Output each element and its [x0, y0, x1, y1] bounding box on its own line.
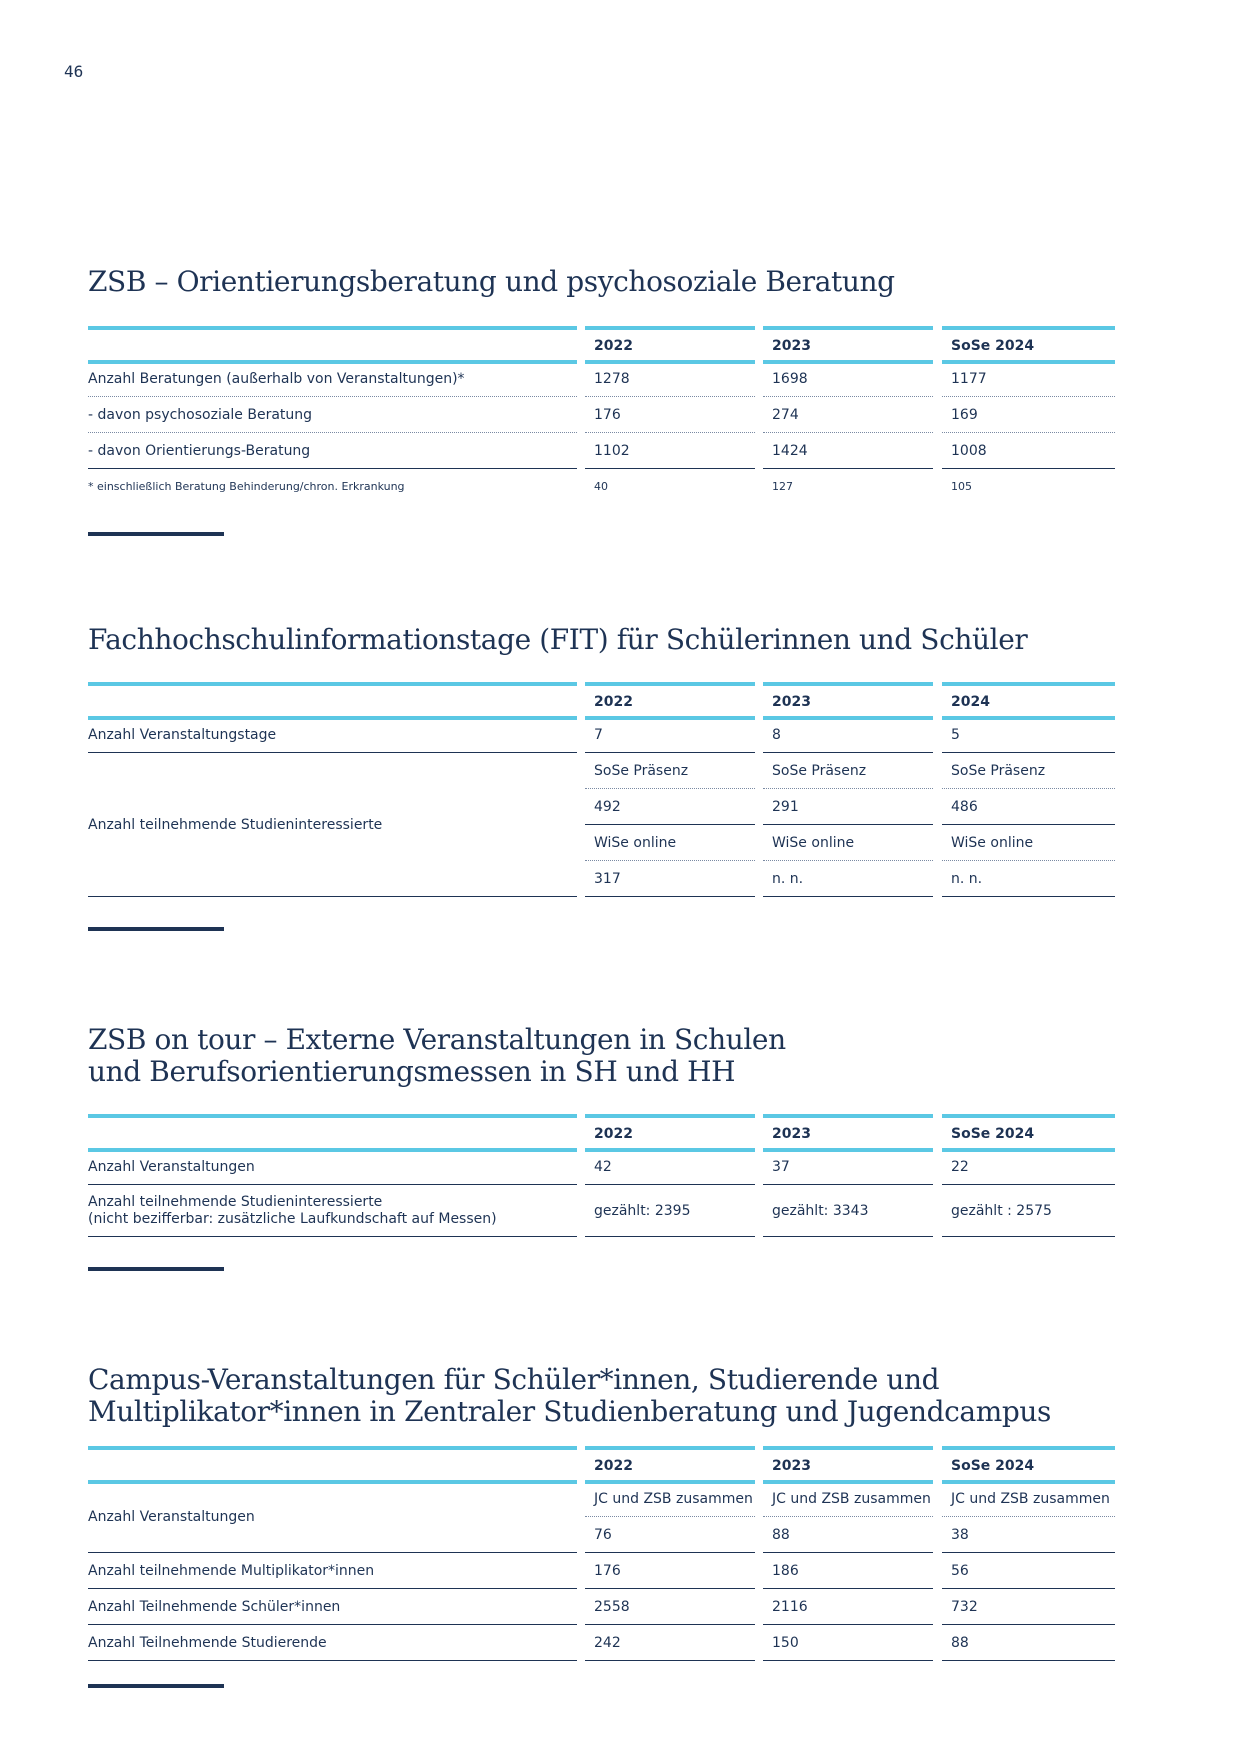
table-row — [88, 1186, 1115, 1238]
value-cell: 1278 — [585, 362, 755, 397]
table-header-row — [88, 326, 1115, 362]
sub-row — [88, 754, 1115, 790]
table-fit — [88, 682, 1115, 898]
value-cell: 76 — [585, 1518, 755, 1553]
row-label: - davon Orientierungs-Beratung — [88, 434, 577, 469]
value-cell: 486 — [942, 790, 1115, 825]
section-title: ZSB – Orientierungsberatung und psychosoziale Beratung — [88, 265, 895, 298]
section-title-block — [88, 1364, 1115, 1428]
value-cell: SoSe Präsenz — [763, 754, 933, 789]
table-row — [88, 1554, 1115, 1590]
table-on-tour — [88, 1114, 1115, 1238]
value-cell: 1424 — [763, 434, 933, 469]
header-cell: 2022 — [585, 1114, 755, 1152]
value-cell: 22 — [942, 1150, 1115, 1185]
section-divider — [88, 1267, 224, 1271]
sub-row — [88, 862, 1115, 898]
row-label: Anzahl Veranstaltungen — [88, 1482, 577, 1553]
sub-row — [88, 1482, 1115, 1518]
table-row — [88, 362, 1115, 398]
table-row-group — [88, 1482, 1115, 1554]
header-cell: 2022 — [585, 326, 755, 364]
footnote-row — [88, 470, 1115, 506]
table-header-row — [88, 1446, 1115, 1482]
value-cell: 2116 — [763, 1590, 933, 1625]
footnote-value: 105 — [951, 480, 972, 493]
value-cell: 88 — [942, 1626, 1115, 1661]
value-cell: WiSe online — [763, 826, 933, 861]
value-cell: 242 — [585, 1626, 755, 1661]
value-cell: 291 — [763, 790, 933, 825]
row-label: Anzahl Teilnehmende Studierende — [88, 1626, 577, 1661]
header-cell: 2023 — [763, 1446, 933, 1484]
value-cell: 38 — [942, 1518, 1115, 1553]
table-row — [88, 398, 1115, 434]
value-cell: 732 — [942, 1590, 1115, 1625]
table-beratung — [88, 326, 1115, 506]
header-cell: 2023 — [763, 326, 933, 364]
table-row — [88, 434, 1115, 470]
table-header-row — [88, 682, 1115, 718]
value-cell: 186 — [763, 1554, 933, 1589]
table-row — [88, 1626, 1115, 1662]
value-cell: JC und ZSB zusammen — [763, 1482, 933, 1517]
header-cell: 2023 — [763, 682, 933, 720]
sub-row — [88, 1518, 1115, 1554]
value-cell: WiSe online — [585, 826, 755, 861]
section-title-block — [88, 1024, 1115, 1088]
value-cell: WiSe online — [942, 826, 1115, 861]
value-cell: SoSe Präsenz — [585, 754, 755, 789]
table-row — [88, 1590, 1115, 1626]
table-row — [88, 1150, 1115, 1186]
value-cell: 8 — [763, 718, 933, 753]
value-cell: 492 — [585, 790, 755, 825]
row-label: Anzahl teilnehmende Studieninteressierte (nicht bezifferbar: zusätzliche Laufkundschaft auf Messen) — [88, 1186, 577, 1237]
row-label: - davon psychosoziale Beratung — [88, 398, 577, 433]
header-cell: SoSe 2024 — [942, 1114, 1115, 1152]
header-cell: 2022 — [585, 682, 755, 720]
row-label: Anzahl Beratungen (außerhalb von Veranstaltungen)* — [88, 362, 577, 397]
value-cell: 176 — [585, 1554, 755, 1589]
value-cell: 1008 — [942, 434, 1115, 469]
footnote-value: 40 — [594, 480, 608, 493]
table-row-group — [88, 754, 1115, 898]
table-campus — [88, 1446, 1115, 1662]
value-cell: 42 — [585, 1150, 755, 1185]
section-divider — [88, 532, 224, 536]
row-label: Anzahl Teilnehmende Schüler*innen — [88, 1590, 577, 1625]
value-cell: JC und ZSB zusammen — [585, 1482, 755, 1517]
value-cell: SoSe Präsenz — [942, 754, 1115, 789]
header-cell: 2024 — [942, 682, 1115, 720]
value-cell: 150 — [763, 1626, 933, 1661]
value-cell: 169 — [942, 398, 1115, 433]
header-cell: SoSe 2024 — [942, 326, 1115, 364]
value-cell: 1698 — [763, 362, 933, 397]
page-number: 46 — [64, 62, 84, 81]
value-cell: 274 — [763, 398, 933, 433]
sub-row — [88, 826, 1115, 862]
value-cell: gezählt: 2395 — [585, 1186, 755, 1237]
section-title-block — [88, 266, 1115, 298]
value-cell: n. n. — [942, 862, 1115, 897]
value-cell: gezählt : 2575 — [942, 1186, 1115, 1237]
value-cell: 317 — [585, 862, 755, 897]
section-divider — [88, 1684, 224, 1688]
section-title: ZSB on tour – Externe Veranstaltungen in Schulen und Berufsorientierungsmessen in SH und HH — [88, 1023, 786, 1088]
table-row — [88, 718, 1115, 754]
section-title-block — [88, 624, 1115, 656]
value-cell: 1177 — [942, 362, 1115, 397]
header-cell: SoSe 2024 — [942, 1446, 1115, 1484]
row-label: Anzahl teilnehmende Multiplikator*innen — [88, 1554, 577, 1589]
row-label: Anzahl Veranstaltungen — [88, 1150, 577, 1185]
sub-row — [88, 790, 1115, 826]
footnote-label: * einschließlich Beratung Behinderung/chron. Erkrankung — [88, 480, 405, 493]
value-cell: 37 — [763, 1150, 933, 1185]
section-divider — [88, 927, 224, 931]
value-cell: 176 — [585, 398, 755, 433]
value-cell: 2558 — [585, 1590, 755, 1625]
value-cell: 56 — [942, 1554, 1115, 1589]
value-cell: gezählt: 3343 — [763, 1186, 933, 1237]
value-cell: JC und ZSB zusammen — [942, 1482, 1115, 1517]
header-cell: 2023 — [763, 1114, 933, 1152]
value-cell: n. n. — [763, 862, 933, 897]
value-cell: 5 — [942, 718, 1115, 753]
value-cell: 1102 — [585, 434, 755, 469]
row-label: Anzahl Veranstaltungstage — [88, 718, 577, 753]
value-cell: 7 — [585, 718, 755, 753]
value-cell: 88 — [763, 1518, 933, 1553]
footnote-value: 127 — [772, 480, 793, 493]
table-header-row — [88, 1114, 1115, 1150]
section-title: Campus-Veranstaltungen für Schüler*innen, Studierende und Multiplikator*innen in Zentraler Studienberatung und Jugendcampus — [88, 1363, 1051, 1428]
section-title: Fachhochschulinformationstage (FIT) für Schülerinnen und Schüler — [88, 623, 1028, 656]
header-cell: 2022 — [585, 1446, 755, 1484]
row-label: Anzahl teilnehmende Studieninteressierte — [88, 754, 577, 897]
